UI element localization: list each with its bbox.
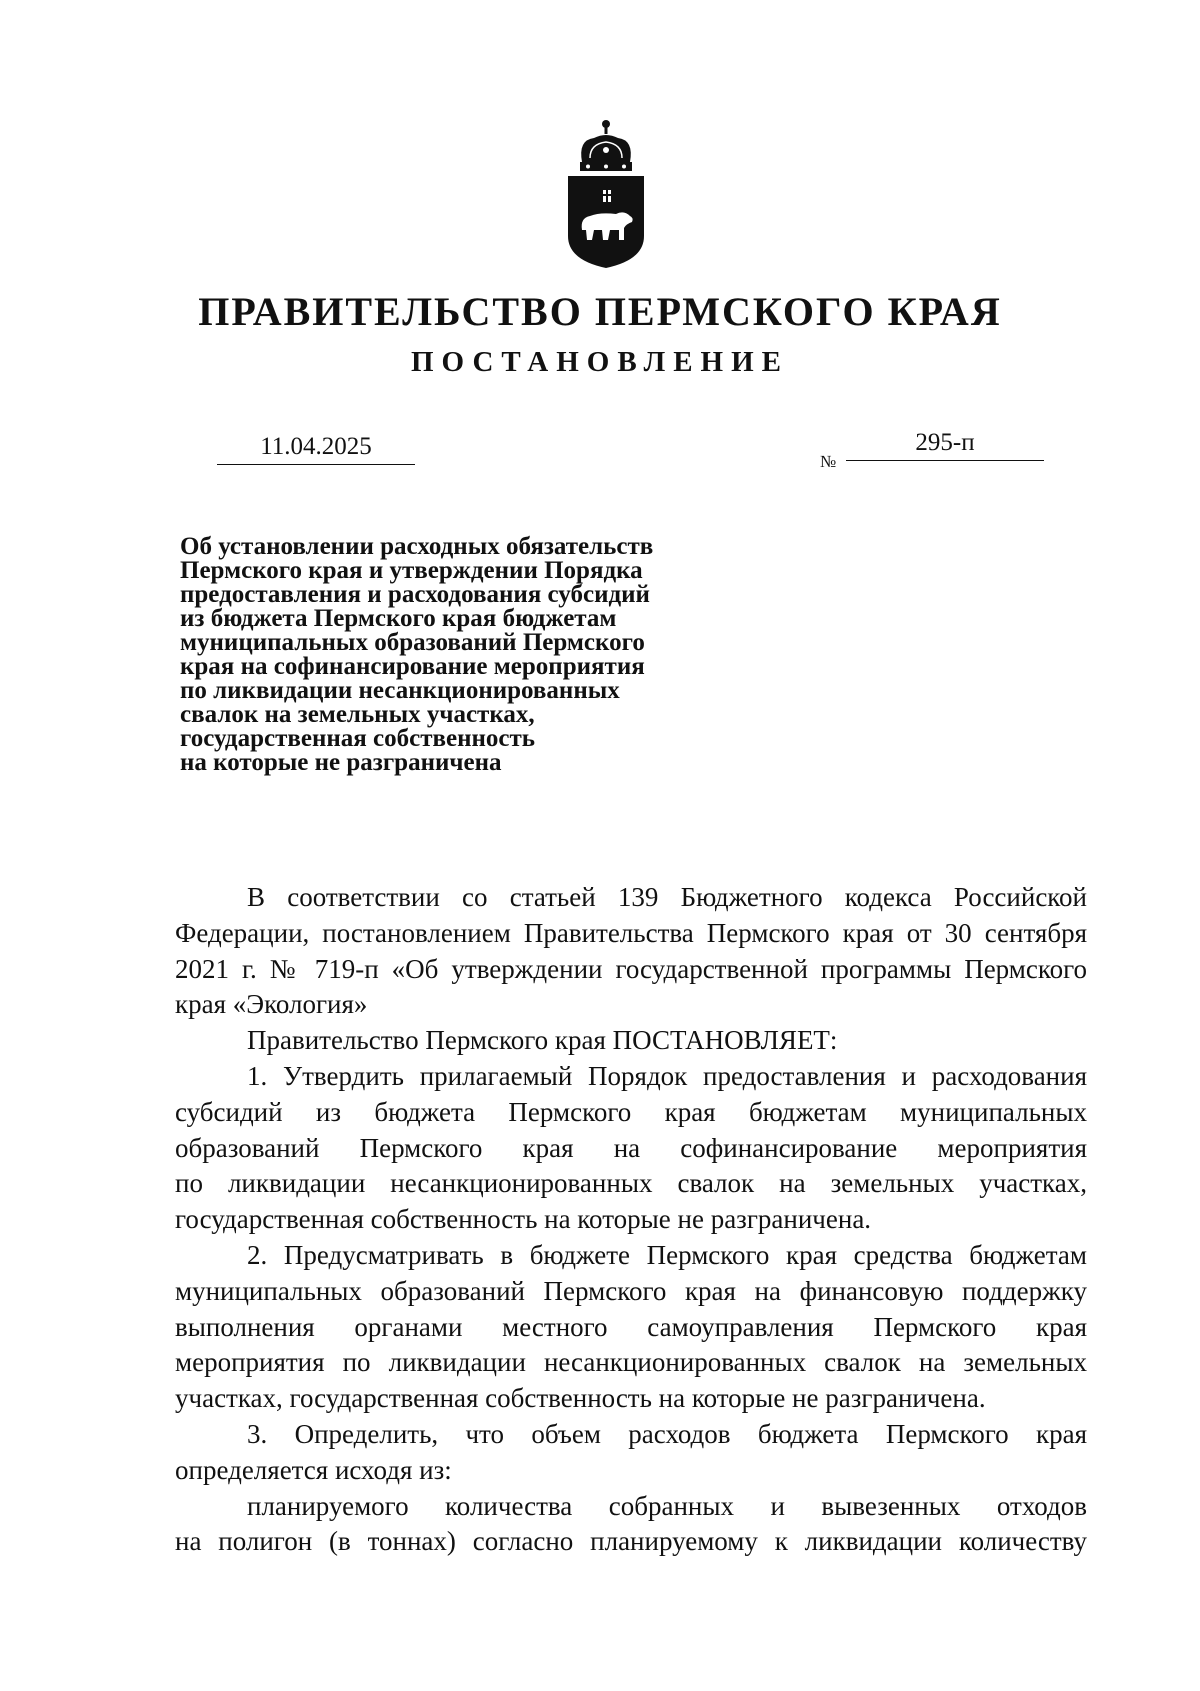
text-line: мероприятия по ликвидации несанкционированных свалок на земельных [175,1347,1087,1378]
subject-line: из бюджета Пермского края бюджетам [180,605,617,632]
subject-line: предоставления и расходования субсидий [180,581,650,608]
coat-of-arms-perm-krai-icon [560,118,652,270]
subject-line: на которые не разграничена [180,749,502,776]
document-type: ПОСТАНОВЛЕНИЕ [410,346,789,378]
document-subject [180,535,740,775]
text-line: планируемого количества собранных и вывезенных отходов [247,1490,1087,1521]
item-3-subparagraph [175,1489,1087,1561]
subject-line: муниципальных образований Пермского [180,629,645,656]
subject-line: края на софинансирование мероприятия [180,653,645,680]
text-line: выполнения органами местного самоуправления Пермского края [175,1311,1087,1342]
text-line: по ликвидации несанкционированных свалок на земельных участках, [175,1168,1087,1199]
preamble-paragraph [175,880,1087,1023]
item-1-paragraph [175,1059,1087,1238]
document-number: 295-п [846,426,1044,461]
text-line: 3. Определить, что объем расходов бюджета Пермского края [247,1418,1087,1449]
text-line: определяется исходя из: [175,1454,452,1485]
document-date: 11.04.2025 [217,430,415,465]
subject-line: свалок на земельных участках, [180,701,535,728]
document-body [175,880,1087,1560]
text-line: государственная собственность на которые не разграничена. [175,1204,872,1235]
text-line: муниципальных образований Пермского края на финансовую поддержку [175,1275,1087,1306]
resolves-paragraph [175,1023,1087,1059]
text-line: В соответствии со статьей 139 Бюджетного кодекса Российской [247,882,1087,912]
subject-line: государственная собственность [180,725,536,752]
text-line: 2. Предусматривать в бюджете Пермского края средства бюджетам [247,1239,1087,1270]
subject-line: Пермского края и утверждении Порядка [180,557,643,584]
subject-line: Об установлении расходных обязательств [180,533,654,560]
text-line: Федерации, постановлением Правительства Пермского края от 30 сентября [175,917,1087,948]
text-line: участках, государственная собственность на которые не разграничена. [175,1383,986,1414]
number-sign: № [820,452,837,471]
text-line: образований Пермского края на софинансирование мероприятия [175,1132,1087,1163]
text-line: Правительство Пермского края ПОСТАНОВЛЯЕТ: [247,1025,838,1056]
organization-title: ПРАВИТЕЛЬСТВО ПЕРМСКОГО КРАЯ [198,289,1002,334]
text-line: края «Экология» [175,989,368,1020]
text-line: субсидий из бюджета Пермского края бюджетам муниципальных [175,1096,1087,1127]
text-line: 1. Утвердить прилагаемый Порядок предоставления и расходования [247,1060,1087,1091]
text-line: на полигон (в тоннах) согласно планируемому к ликвидации количеству [175,1526,1087,1557]
item-2-paragraph [175,1238,1087,1417]
text-line: 2021 г. № 719-п «Об утверждении государственной программы Пермского [175,953,1087,984]
item-3-paragraph [175,1417,1087,1489]
subject-line: по ликвидации несанкционированных [180,677,620,704]
